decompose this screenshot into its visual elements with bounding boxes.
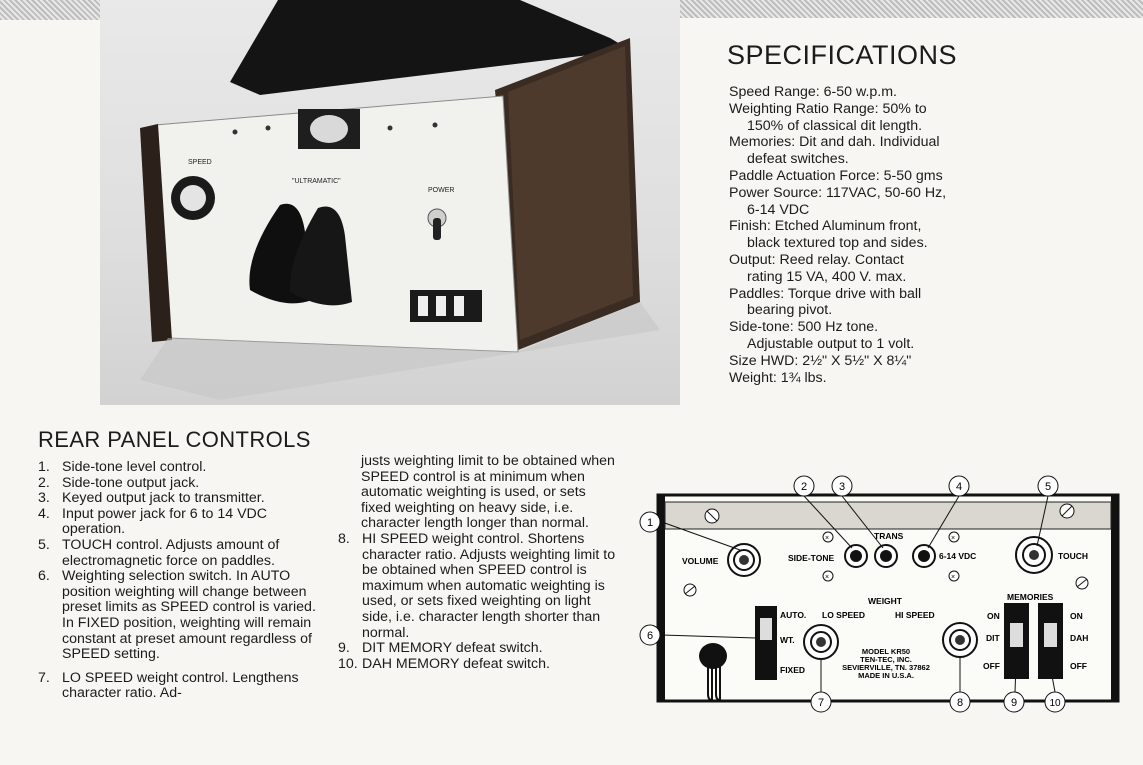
item-number: 7. bbox=[38, 669, 50, 686]
callout-number: 6 bbox=[646, 630, 654, 642]
item-number: 1. bbox=[38, 459, 50, 475]
halftone-border-right bbox=[680, 0, 1143, 18]
power-jack-hole bbox=[918, 550, 930, 562]
list-item bbox=[38, 476, 328, 492]
hi-speed-label: HI SPEED bbox=[895, 610, 935, 620]
touch-control-shaft bbox=[1029, 550, 1039, 560]
speed-knob-face bbox=[180, 185, 206, 211]
touch-plate-center bbox=[310, 115, 348, 143]
screw-mark: × bbox=[825, 535, 830, 542]
dah-on-label: ON bbox=[1070, 611, 1083, 621]
callout-2 bbox=[794, 476, 814, 496]
trans-jack-hole bbox=[880, 550, 892, 562]
screw-mark: × bbox=[951, 535, 956, 542]
panel-side-right bbox=[1111, 495, 1118, 701]
list-item bbox=[38, 460, 328, 476]
spec-item bbox=[729, 84, 1029, 101]
vdc-label: 6-14 VDC bbox=[939, 551, 977, 561]
item-number: 8. bbox=[338, 530, 350, 547]
callout-10 bbox=[1045, 692, 1065, 712]
woodgrain-shade bbox=[508, 46, 633, 340]
spec-line: Weighting Ratio Range: 50% to bbox=[729, 100, 927, 117]
side-tone-label: SIDE-TONE bbox=[788, 553, 835, 563]
screw-mark: × bbox=[825, 574, 830, 581]
callout-7 bbox=[811, 692, 831, 712]
dah-off-label: OFF bbox=[1070, 661, 1087, 671]
spec-item bbox=[729, 252, 1029, 286]
item-text: justs weighting limit to be obtained when SPEED control is at minimum when automatic weighting is used, or sets fixed weighting on heavy side, i.e. character length longer than normal. bbox=[361, 453, 615, 532]
keyer-illustration bbox=[100, 0, 680, 405]
item-text: DAH MEMORY defeat switch. bbox=[362, 655, 550, 672]
rear-panel-title: REAR PANEL CONTROLS bbox=[38, 427, 311, 452]
callout-8 bbox=[950, 692, 970, 712]
spec-line-cont: 150% of classical dit length. bbox=[747, 117, 923, 134]
spec-line: Output: Reed relay. Contact bbox=[729, 251, 904, 268]
side-tone-jack-hole bbox=[850, 550, 862, 562]
callout-number: 9 bbox=[1010, 697, 1018, 709]
callout-number: 4 bbox=[955, 481, 963, 493]
dah-label: DAH bbox=[1070, 633, 1089, 643]
dit-label: DIT bbox=[986, 633, 1000, 643]
list-item-continued bbox=[338, 454, 618, 532]
spec-line: Speed Range: 6-50 w.p.m. bbox=[729, 84, 897, 100]
item-text: LO SPEED weight control. Lengthens character ratio. Ad- bbox=[62, 669, 299, 702]
model-line: MADE IN U.S.A. bbox=[858, 671, 914, 680]
item-text: DIT MEMORY defeat switch. bbox=[362, 640, 543, 657]
item-text: TOUCH control. Adjusts amount of electromagnetic force on paddles. bbox=[62, 536, 280, 569]
spec-item bbox=[729, 218, 1029, 252]
spec-item bbox=[729, 134, 1029, 168]
callout-number: 2 bbox=[800, 481, 808, 493]
item-number: 4. bbox=[38, 505, 50, 522]
callout-5 bbox=[1038, 476, 1058, 496]
item-text: Weighting selection switch. In AUTO position weighting will change between preset limits as SPEED control is varied. In FIXED position, weighting will remain constant at preset amount regardless of SPEED setting. bbox=[62, 568, 316, 663]
spec-line: Paddles: Torque drive with ball bbox=[729, 285, 922, 302]
callout-number: 10 bbox=[1049, 698, 1061, 709]
logo-mark bbox=[436, 296, 446, 316]
rear-panel-diagram bbox=[630, 470, 1130, 720]
screw bbox=[433, 123, 438, 128]
logo-mark bbox=[454, 296, 464, 316]
lo-speed-control-shaft bbox=[816, 637, 826, 647]
spec-line-cont: Adjustable output to 1 volt. bbox=[747, 335, 915, 352]
list-item bbox=[38, 491, 328, 507]
list-item bbox=[38, 671, 328, 702]
model-line: TEN-TEC, INC. bbox=[860, 655, 912, 664]
callout-number: 8 bbox=[956, 697, 964, 709]
spec-item bbox=[729, 353, 1029, 370]
item-number: 10. bbox=[338, 655, 358, 672]
volume-control-shaft bbox=[739, 555, 749, 565]
spec-line: Side-tone: 500 Hz tone. bbox=[729, 319, 879, 336]
dit-off-label: OFF bbox=[983, 661, 1000, 671]
screw bbox=[388, 126, 393, 131]
spec-line: Size HWD: 2½" X 5½" X 8¼" bbox=[729, 352, 912, 369]
model-label: "ULTRAMATIC" bbox=[292, 178, 341, 185]
item-text: Side-tone level control. bbox=[62, 459, 207, 475]
callout-number: 3 bbox=[838, 481, 846, 493]
dit-on-label: ON bbox=[987, 611, 1000, 621]
item-number: 5. bbox=[38, 536, 50, 553]
spec-line: Weight: 1¾ lbs. bbox=[729, 369, 827, 386]
screw bbox=[266, 126, 271, 131]
item-text: Keyed output jack to transmitter. bbox=[62, 490, 265, 507]
power-switch-lever bbox=[433, 218, 441, 240]
fixed-label: FIXED bbox=[780, 665, 806, 675]
spec-item bbox=[729, 370, 1029, 387]
spec-line: Memories: Dit and dah. Individual bbox=[729, 134, 940, 151]
spec-line: Power Source: 117VAC, 50-60 Hz, bbox=[729, 184, 947, 201]
list-item bbox=[338, 657, 618, 673]
spec-line-cont: 6-14 VDC bbox=[747, 201, 810, 218]
specifications-title: SPECIFICATIONS bbox=[727, 40, 958, 70]
hi-speed-control-shaft bbox=[955, 635, 965, 645]
spec-line: Paddle Actuation Force: 5-50 gms bbox=[729, 167, 943, 184]
lo-speed-label: LO SPEED bbox=[822, 610, 865, 620]
item-number: 3. bbox=[38, 490, 50, 507]
spec-line-cont: black textured top and sides. bbox=[747, 235, 928, 252]
product-photo bbox=[100, 0, 680, 405]
volume-label: VOLUME bbox=[682, 556, 719, 566]
spec-item bbox=[729, 319, 1029, 353]
list-item bbox=[38, 507, 328, 538]
screw bbox=[233, 130, 238, 135]
list-item bbox=[338, 641, 618, 657]
callout-9 bbox=[1004, 692, 1024, 712]
item-text: Input power jack for 6 to 14 VDC operation. bbox=[62, 505, 268, 538]
spec-line-cont: bearing pivot. bbox=[747, 302, 833, 319]
item-number: 2. bbox=[38, 474, 50, 491]
logo-mark bbox=[418, 296, 428, 316]
screw-mark: × bbox=[951, 574, 956, 581]
rear-panel-list-col2 bbox=[338, 454, 618, 672]
model-line: SEVIERVILLE, TN. 37862 bbox=[842, 663, 930, 672]
dit-switch-slider bbox=[1010, 623, 1023, 647]
callout-1 bbox=[640, 512, 660, 532]
weighting-switch-slider bbox=[760, 618, 772, 640]
spec-item bbox=[729, 101, 1029, 135]
halftone-border-left bbox=[0, 0, 100, 20]
spec-line: Finish: Etched Aluminum front, bbox=[729, 218, 922, 235]
callout-number: 1 bbox=[646, 517, 654, 529]
callout-4 bbox=[949, 476, 969, 496]
memories-label: MEMORIES bbox=[1007, 592, 1054, 602]
spec-item bbox=[729, 286, 1029, 320]
callout-number: 5 bbox=[1044, 481, 1052, 493]
spec-item bbox=[729, 168, 1029, 185]
callout-6 bbox=[640, 625, 660, 645]
specifications-list bbox=[729, 84, 1029, 386]
callout-3 bbox=[832, 476, 852, 496]
weighting-switch bbox=[755, 606, 777, 680]
list-item bbox=[38, 538, 328, 569]
dah-switch-slider bbox=[1044, 623, 1057, 647]
item-text: HI SPEED weight control. Shortens character ratio. Adjusts weighting limit to be obtained when SPEED control is maximum when automatic weighting is used, or sets fixed weighting on light side, i.e. character length shorter than normal. bbox=[362, 530, 616, 641]
weight-label: WEIGHT bbox=[868, 596, 902, 606]
touch-label: TOUCH bbox=[1058, 551, 1089, 561]
trans-label: TRANS bbox=[874, 531, 904, 541]
power-label: POWER bbox=[428, 187, 455, 194]
callout-number: 7 bbox=[817, 697, 825, 709]
item-number: 9. bbox=[338, 640, 350, 657]
item-text: Side-tone output jack. bbox=[62, 474, 200, 491]
speed-label: SPEED bbox=[188, 159, 212, 166]
wt-label: WT. bbox=[780, 635, 795, 645]
spec-line-cont: defeat switches. bbox=[747, 151, 849, 168]
list-item bbox=[38, 569, 328, 663]
spec-line-cont: rating 15 VA, 400 V. max. bbox=[747, 268, 907, 285]
item-number: 6. bbox=[38, 568, 50, 585]
auto-label: AUTO. bbox=[780, 610, 807, 620]
list-item bbox=[338, 532, 618, 641]
model-line: MODEL KR50 bbox=[861, 647, 911, 656]
spec-item bbox=[729, 185, 1029, 219]
rear-panel-list-col1 bbox=[38, 460, 328, 702]
